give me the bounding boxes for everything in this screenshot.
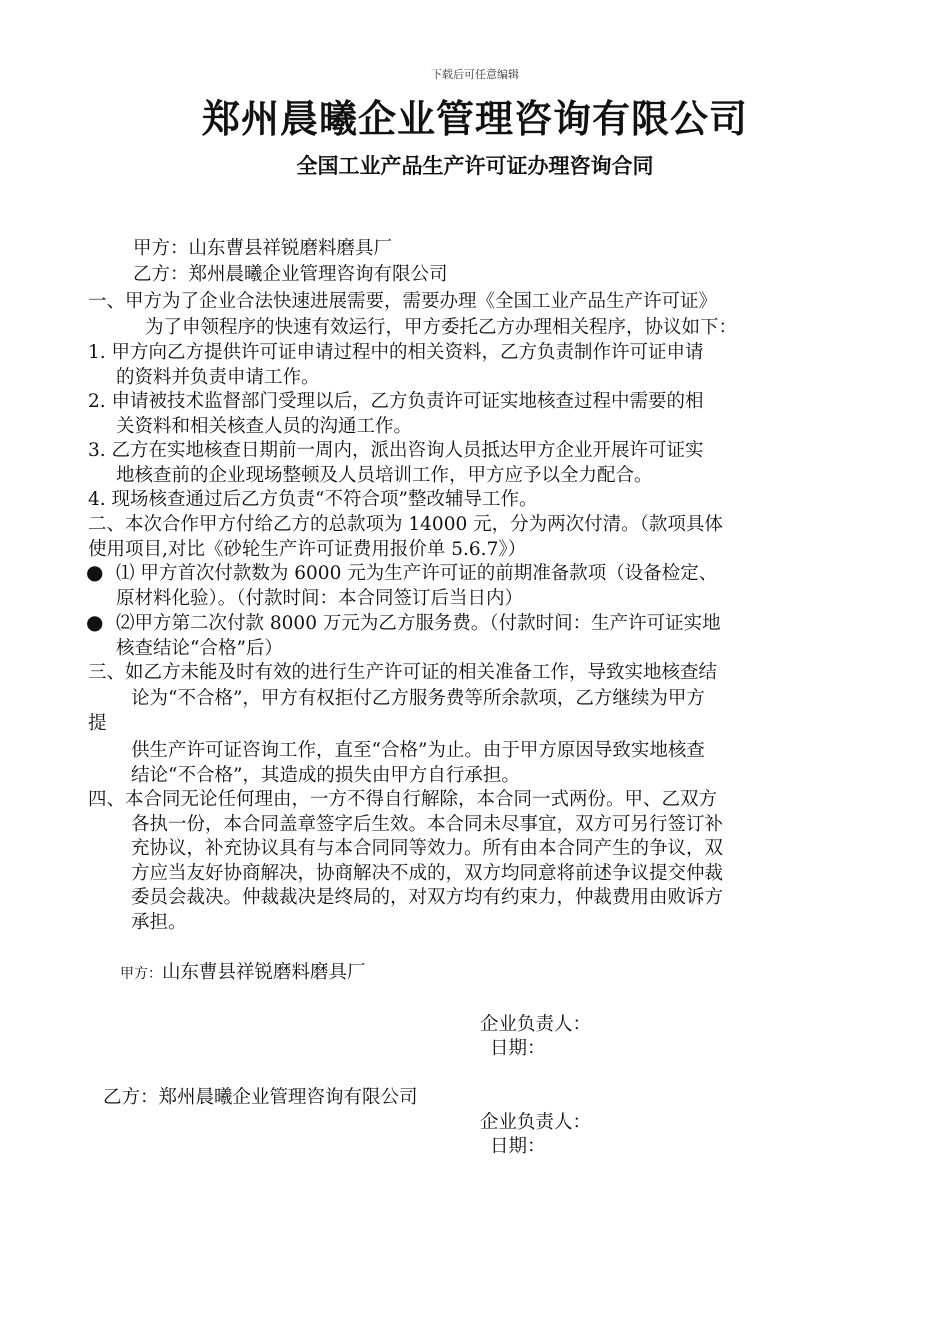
section4-line-4: 方应当友好协商解决，协商解决不成的，双方均同意将前述争议提交仲裁 (131, 863, 724, 884)
date-b: 日期： (490, 1136, 546, 1157)
bullet-icon: ● (86, 560, 104, 584)
contract-title: 全国工业产品生产许可证办理咨询合同 (296, 153, 654, 178)
section1-item-3: 3. 乙方在实地核查日期前一周内，派出咨询人员抵达甲方企业开展许可证实 (88, 440, 704, 461)
section1-item-3-cont: 地核查前的企业现场整顿及人员培训工作，甲方应予以全力配合。 (116, 465, 653, 486)
payment-1-cont: 原材料化验）。（付款时间：本合同签订后当日内） (116, 588, 524, 609)
section1-item-4: 4. 现场核查通过后乙方负责“不符合项”整改辅导工作。 (88, 489, 538, 510)
responsible-person-b: 企业负责人： (480, 1112, 592, 1133)
signature-party-b: 乙方：郑州晨曦企业管理咨询有限公司 (103, 1087, 418, 1108)
section1-heading: 一、甲方为了企业合法快速进展需要，需要办理《全国工业产品生产许可证》 (88, 291, 718, 312)
payment-2-cont: 核查结论“合格”后） (116, 638, 283, 659)
party-b-line: 乙方：郑州晨曦企业管理咨询有限公司 (133, 264, 448, 285)
section4-heading: 四、本合同无论任何理由，一方不得自行解除，本合同一式两份。甲、乙双方 (88, 789, 718, 810)
signature-party-a (120, 960, 366, 986)
party-a-label: 甲方： (120, 966, 162, 982)
responsible-person-a: 企业负责人： (480, 1014, 592, 1035)
bullet-icon: ● (86, 610, 104, 634)
payment-2: ⑵甲方第二次付款 8000 万元为乙方服务费。（付款时间：生产许可证实地 (116, 613, 721, 634)
section3-line-3: 提 (88, 713, 107, 734)
header-note: 下载后可任意编辑 (431, 68, 519, 81)
payment-1: ⑴ 甲方首次付款数为 6000 元为生产许可证的前期准备款项（设备检定、 (116, 563, 718, 584)
section1-item-2-cont: 关资料和相关核查人员的沟通工作。 (116, 416, 413, 437)
section4-line-6: 承担。 (131, 912, 187, 933)
section1-item-1-cont: 的资料并负责申请工作。 (116, 367, 320, 388)
section4-line-3: 充协议，补充协议具有与本合同同等效力。所有由本合同产生的争议，双 (131, 838, 724, 859)
date-a: 日期： (490, 1038, 546, 1059)
section3-line-4: 供生产许可证咨询工作，直至“合格”为止。由于甲方原因导致实地核查 (131, 740, 705, 761)
section1-item-2: 2. 申请被技术监督部门受理以后，乙方负责许可证实地核查过程中需要的相 (88, 391, 704, 412)
party-a-name: 山东曹县祥锐磨料磨具厂 (162, 962, 366, 983)
company-title: 郑州晨曦企业管理咨询有限公司 (201, 96, 748, 141)
section2-heading-cont: 使用项目,对比《砂轮生产许可证费用报价单 5.6.7》） (88, 539, 527, 560)
section1-intro: 为了申领程序的快速有效运行，甲方委托乙方办理相关程序，协议如下： (145, 317, 738, 338)
party-a-line: 甲方：山东曹县祥锐磨料磨具厂 (133, 238, 393, 259)
section3-heading: 三、如乙方未能及时有效的进行生产许可证的相关准备工作，导致实地核查结 (88, 662, 718, 683)
section4-line-5: 委员会裁决。仲裁裁决是终局的，对双方均有约束力，仲裁费用由败诉方 (131, 887, 724, 908)
section3-line-2: 论为“不合格”，甲方有权拒付乙方服务费等所余款项，乙方继续为甲方 (131, 688, 705, 709)
section3-line-5: 结论“不合格”，其造成的损失由甲方自行承担。 (131, 765, 520, 786)
section2-heading: 二、本次合作甲方付给乙方的总款项为 14000 元，分为两次付清。（款项具体 (88, 514, 723, 535)
section4-line-2: 各执一份，本合同盖章签字后生效。本合同未尽事宜，双方可另行签订补 (131, 814, 724, 835)
section1-item-1: 1. 甲方向乙方提供许可证申请过程中的相关资料，乙方负责制作许可证申请 (88, 342, 704, 363)
